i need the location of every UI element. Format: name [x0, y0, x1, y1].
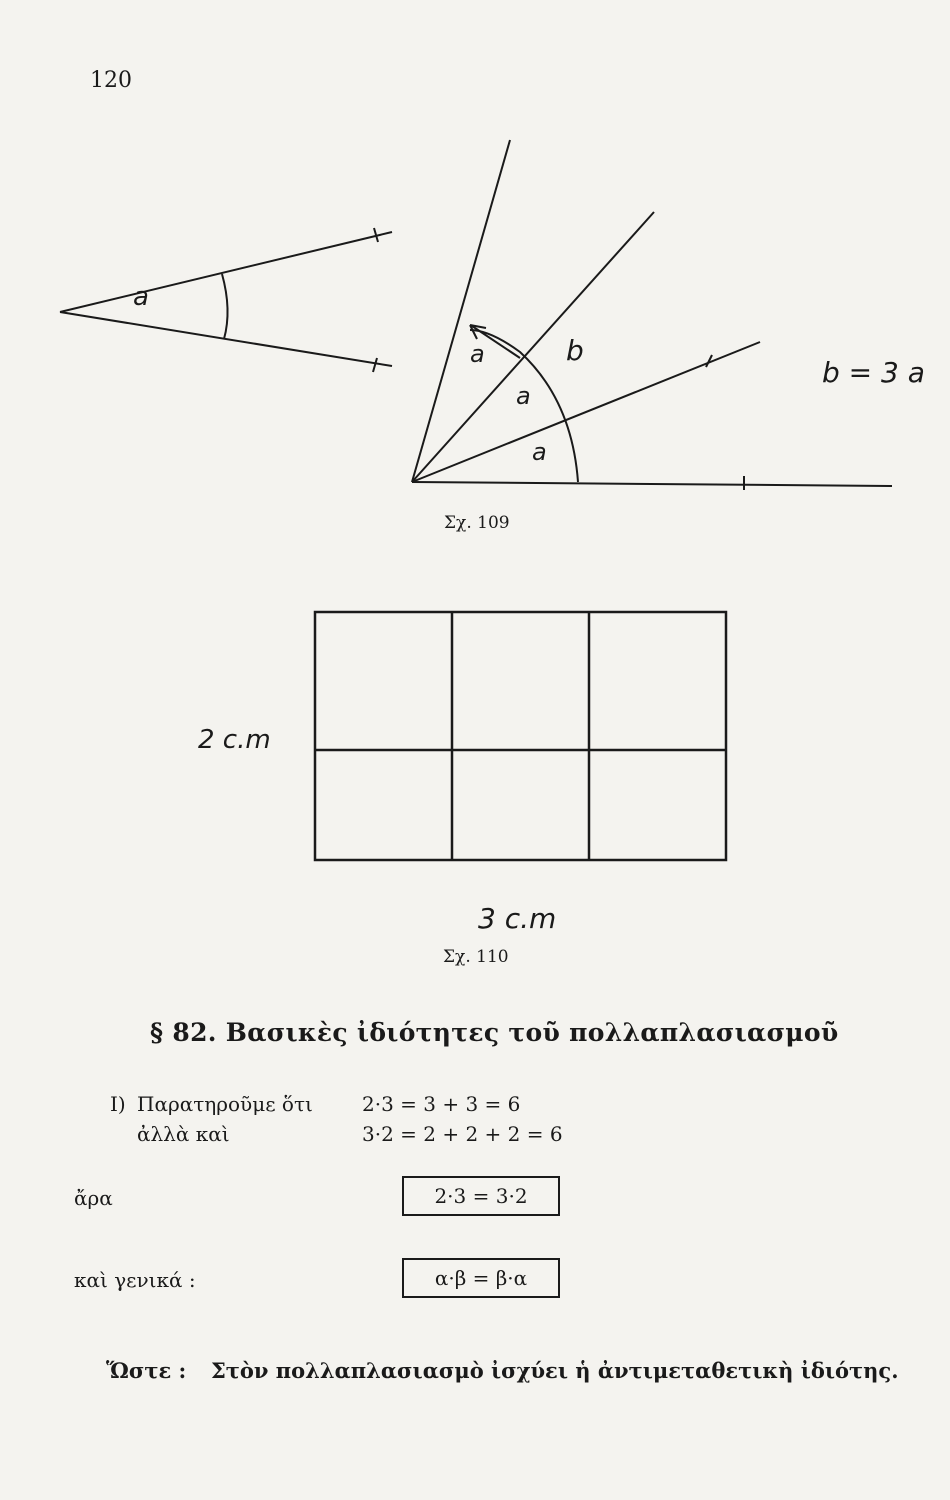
equation-b-3a: b = 3 a [822, 356, 925, 389]
conclusion [106, 1358, 899, 1383]
label-a-small-angle: a [133, 282, 149, 312]
grid-rectangle [315, 612, 726, 860]
line2-formula: 3·2 = 2 + 2 + 2 = 6 [362, 1122, 563, 1146]
therefore-label: ἄρα [74, 1186, 113, 1210]
conclusion-text: Στὸν πολλαπλασιασμὸ ἰσχύει ἡ ἀντιμεταθετικὴ ἰδιότης. [210, 1358, 899, 1383]
general-formula-box: α·β = β·α [402, 1258, 560, 1298]
line2-text: ἀλλὰ καὶ [137, 1122, 230, 1146]
general-label: καὶ γενικά : [74, 1268, 196, 1292]
figure-109-caption: Σχ. 109 [444, 513, 510, 533]
label-b: b [566, 334, 584, 367]
line1-formula: 2·3 = 3 + 3 = 6 [362, 1092, 521, 1116]
label-a-middle: a [516, 382, 531, 410]
bottom-label-3cm: 3 c.m [478, 902, 557, 935]
page-number: 120 [90, 68, 132, 93]
therefore-formula-box: 2·3 = 3·2 [402, 1176, 560, 1216]
section-heading: § 82. Βασικὲς ἰδιότητες τοῦ πολλαπλασιασμοῦ [150, 1018, 839, 1047]
side-label-2cm: 2 c.m [198, 725, 271, 755]
label-a-arrow: a [470, 340, 485, 368]
line1-text: Παρατηροῦμε ὅτι [137, 1092, 313, 1116]
item-marker: I) [110, 1092, 126, 1116]
label-a-lower: a [532, 438, 547, 466]
figure-110-caption: Σχ. 110 [443, 947, 509, 967]
conclusion-lead: Ὥστε : [106, 1358, 187, 1383]
